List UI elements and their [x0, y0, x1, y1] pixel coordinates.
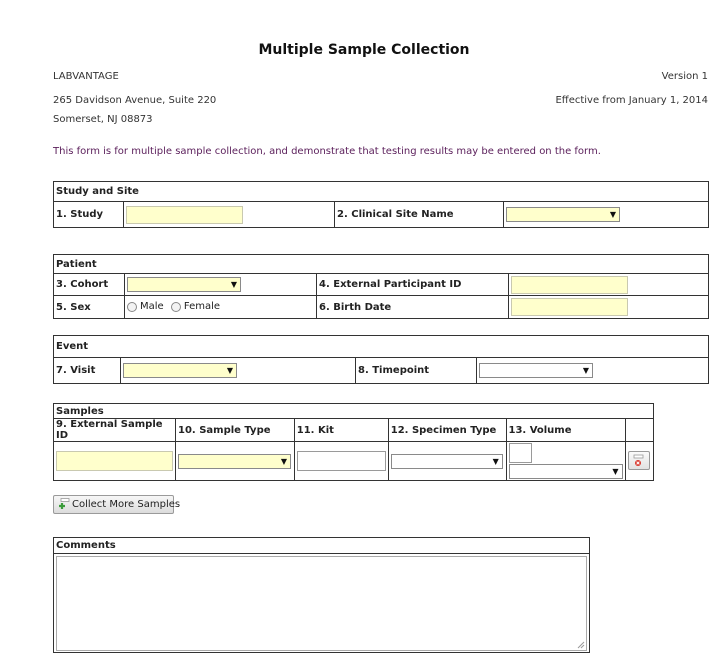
cohort-select[interactable] [127, 277, 241, 292]
column-header-sample-type: 10. Sample Type [176, 419, 295, 442]
visit-select[interactable] [123, 363, 237, 378]
comments-section [53, 537, 590, 653]
external-sample-id-input[interactable] [56, 451, 173, 471]
cohort-label: 3. Cohort [54, 274, 125, 296]
section-header-samples: Samples [54, 404, 654, 419]
birth-date-input[interactable] [511, 298, 628, 316]
chevron-down-icon: ▼ [492, 456, 499, 466]
chevron-down-icon: ▼ [582, 366, 589, 375]
clinical-site-label: 2. Clinical Site Name [335, 202, 504, 228]
study-input[interactable] [126, 206, 243, 224]
sex-female-label: Female [183, 301, 221, 313]
org-address-line2: Somerset, NJ 08873 [53, 114, 153, 125]
study-site-section [53, 181, 709, 228]
chevron-down-icon: ▼ [280, 456, 287, 466]
event-section [53, 335, 709, 384]
section-header-patient: Patient [54, 255, 709, 274]
org-name: LABVANTAGE [53, 71, 119, 82]
patient-section [53, 254, 709, 319]
org-address-line1: 265 Davidson Avenue, Suite 220 [53, 95, 217, 106]
external-participant-label: 4. External Participant ID [317, 274, 509, 296]
study-label: 1. Study [54, 202, 124, 228]
sample-type-select[interactable] [178, 454, 291, 469]
comments-header: Comments [54, 538, 589, 554]
add-row-icon [58, 498, 70, 510]
delete-row-button[interactable] [628, 451, 650, 470]
volume-input[interactable] [509, 443, 532, 463]
effective-date: Effective from January 1, 2014 [555, 95, 708, 106]
column-header-kit: 11. Kit [294, 419, 388, 442]
sex-radio-group [125, 296, 317, 319]
chevron-down-icon: ▼ [609, 210, 616, 219]
sex-label: 5. Sex [54, 296, 125, 319]
samples-section [53, 403, 654, 481]
page-title: Multiple Sample Collection [258, 42, 470, 58]
sample-row [54, 442, 654, 481]
delete-row-icon [629, 452, 649, 469]
clinical-site-select[interactable] [506, 207, 620, 222]
specimen-type-select[interactable] [391, 454, 503, 469]
section-header-study-site: Study and Site [54, 182, 709, 202]
chevron-down-icon: ▼ [226, 366, 233, 375]
collect-more-samples-button[interactable]: Collect More Samples [53, 495, 174, 514]
version-label: Version 1 [661, 71, 708, 82]
section-header-event: Event [54, 336, 709, 358]
resize-grip-icon[interactable] [577, 641, 585, 649]
sex-female-radio[interactable] [171, 302, 181, 312]
timepoint-select[interactable] [479, 363, 593, 378]
external-participant-input[interactable] [511, 276, 628, 294]
comments-textarea[interactable] [56, 556, 587, 651]
volume-unit-select[interactable] [509, 464, 623, 479]
sex-male-radio[interactable] [127, 302, 137, 312]
timepoint-label: 8. Timepoint [356, 358, 477, 384]
chevron-down-icon: ▼ [230, 280, 237, 289]
sex-male-label: Male [140, 301, 164, 313]
visit-label: 7. Visit [54, 358, 121, 384]
chevron-down-icon: ▼ [612, 467, 619, 476]
kit-input[interactable] [297, 451, 386, 471]
birth-date-label: 6. Birth Date [317, 296, 509, 319]
form-intro: This form is for multiple sample collection, and demonstrate that testing results may be entered on the form. [53, 146, 601, 157]
column-header-external-sample-id: 9. External Sample ID [54, 419, 176, 442]
column-header-volume: 13. Volume [506, 419, 625, 442]
column-header-specimen-type: 12. Specimen Type [388, 419, 506, 442]
